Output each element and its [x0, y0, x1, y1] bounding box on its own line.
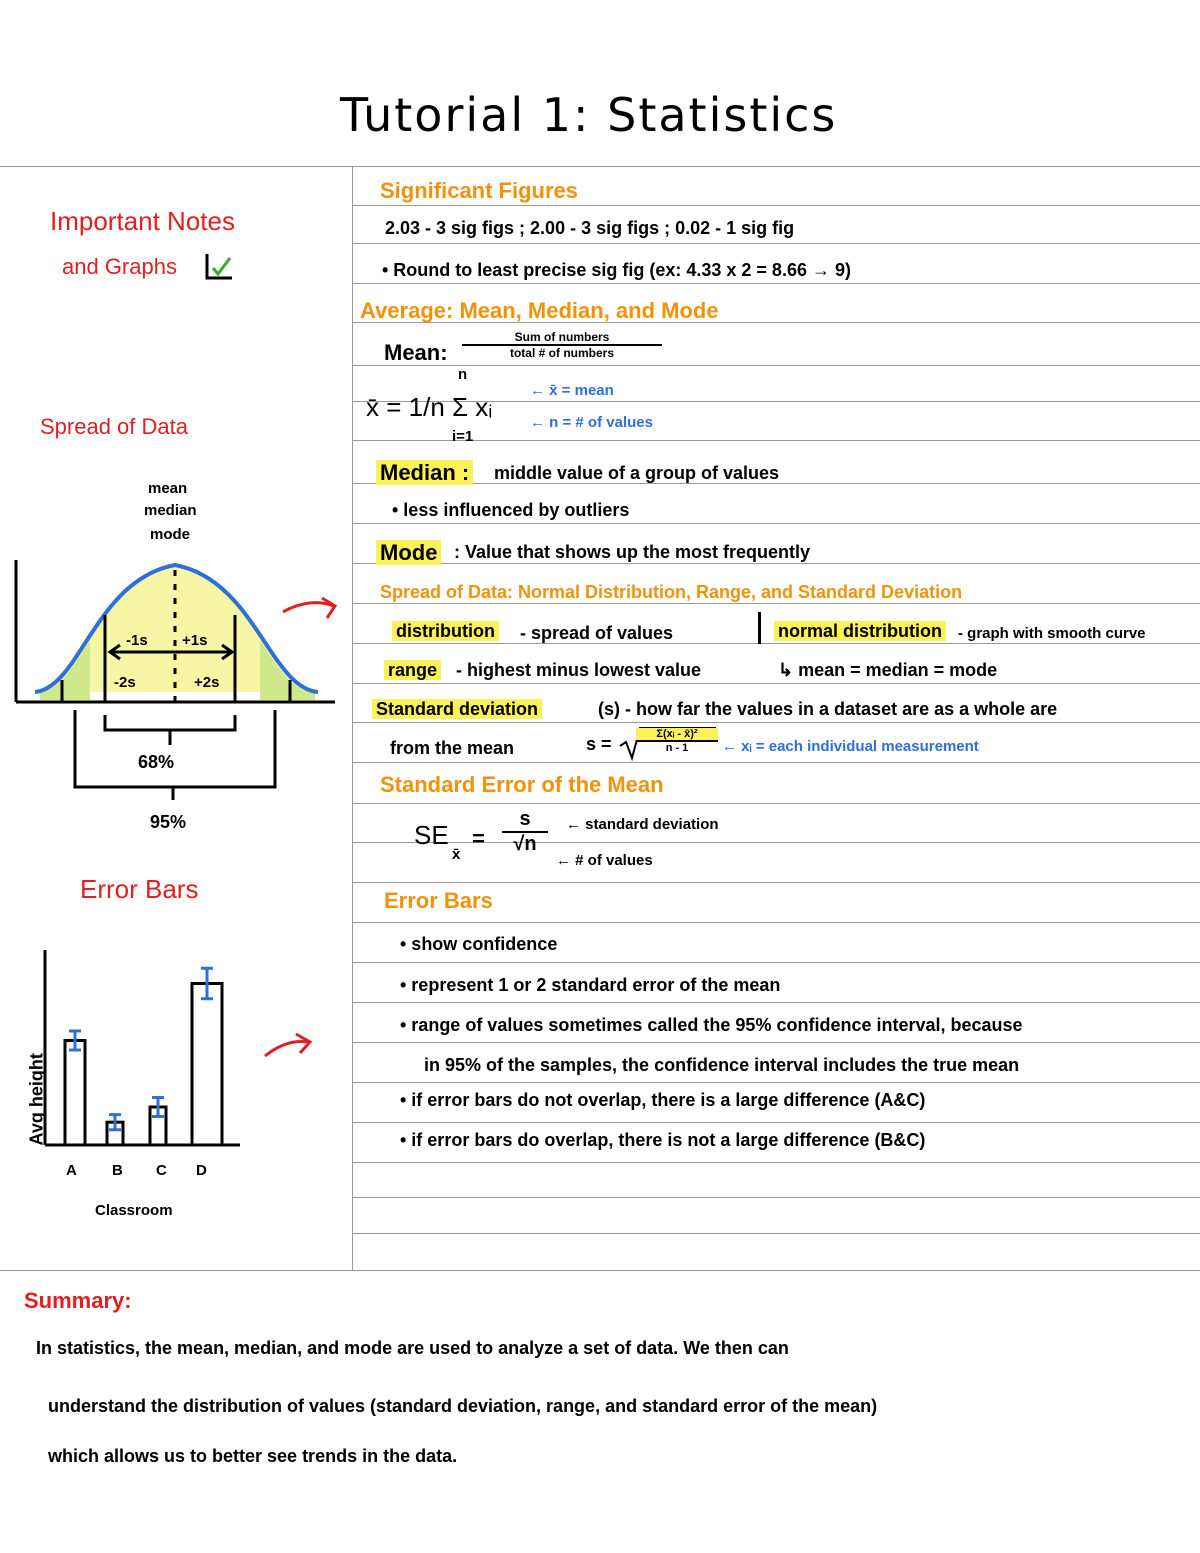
ruled-line [352, 803, 1200, 804]
sem-fraction [502, 808, 548, 856]
ruled-line [352, 922, 1200, 923]
sig-fig-line-2: • Round to least precise sig fig (ex: 4.33 x 2 = 8.66 → 9) [382, 260, 851, 280]
ruled-line [352, 1042, 1200, 1043]
sem-heading: Standard Error of the Mean [380, 772, 664, 797]
curve-label-mode: mode [150, 526, 191, 543]
sd-formula-s: s = [586, 734, 612, 754]
sd-label-plus1: +1s [182, 632, 208, 649]
ruled-line [352, 962, 1200, 963]
x-tick-d: D [196, 1162, 207, 1179]
range-text: - highest minus lowest value [456, 660, 702, 680]
mean-numerator: Sum of numbers [514, 330, 610, 344]
mode-label [376, 540, 441, 566]
ruled-line [352, 1233, 1200, 1234]
sem-equals: = [472, 826, 485, 851]
ruled-line [352, 762, 1200, 763]
ruled-line [352, 365, 1200, 366]
checkmark-icon [204, 252, 234, 282]
pct-95-label: 95% [150, 812, 187, 832]
mean-denominator: total # of numbers [462, 344, 662, 360]
error-bars-heading: Error Bars [80, 874, 199, 904]
eb-bullet-3: • range of values sometimes called the 95% confidence interval, because [400, 1015, 1023, 1035]
sd-label [372, 699, 542, 720]
sd-label-minus2: -2s [114, 674, 136, 691]
eb-bullet-3-cont: in 95% of the samples, the confidence interval includes the true mean [424, 1055, 1020, 1075]
summary-line-1: In statistics, the mean, median, and mode are used to analyze a set of data. We then can [36, 1338, 789, 1358]
sum-upper: n [458, 366, 468, 383]
average-heading: Average: Mean, Median, and Mode [360, 298, 719, 323]
x-axis-label: Classroom [95, 1202, 173, 1219]
ruled-line [352, 283, 1200, 284]
ruled-line [352, 440, 1200, 441]
range-label [384, 660, 441, 681]
sd-note: ← xᵢ = each individual measurement [722, 738, 979, 755]
sem-denominator: √n [502, 831, 548, 856]
summary-line-3: which allows us to better see trends in the data. [48, 1446, 458, 1466]
x-tick-b: B [112, 1162, 123, 1179]
error-bars-section-heading: Error Bars [384, 888, 493, 913]
bracket-68 [105, 715, 235, 730]
ruled-line [352, 205, 1200, 206]
bar-d [192, 984, 222, 1146]
header-rule [0, 166, 1200, 167]
arrowhead [322, 598, 335, 618]
summary-heading: Summary: [24, 1288, 132, 1313]
sd-label-plus2: +2s [194, 674, 220, 691]
ruled-line [352, 882, 1200, 883]
note-xbar: ← x̄ = mean [530, 382, 614, 399]
eb-bullet-2: • represent 1 or 2 standard error of the mean [400, 975, 781, 995]
normal-label [774, 621, 946, 642]
median-highlight: Median : [376, 460, 473, 485]
note-n: ← n = # of values [530, 414, 653, 431]
mean-label: Mean: [384, 340, 448, 365]
eb-bullet-1: • show confidence [400, 934, 558, 954]
x-tick-a: A [66, 1162, 77, 1179]
sem-subscript: x̄ [452, 846, 461, 863]
ruled-line [352, 1002, 1200, 1003]
sem-note-1: ← standard deviation [566, 816, 719, 833]
curve-label-median: median [144, 502, 197, 519]
ruled-line [352, 1162, 1200, 1163]
arrowhead [296, 1034, 310, 1053]
sem-se: SE [414, 820, 449, 850]
eb-bullet-5: • if error bars do overlap, there is not a large difference (B&C) [400, 1130, 926, 1150]
sd-text: (s) - how far the values in a dataset are as a whole are [598, 699, 1058, 719]
distribution-text: - spread of values [520, 623, 674, 643]
normal-highlight: normal distribution [774, 621, 946, 641]
ruled-line [352, 243, 1200, 244]
sig-fig-line-1: 2.03 - 3 sig figs ; 2.00 - 3 sig figs ; 0.02 - 1 sig fig [385, 218, 795, 238]
bell-curve-diagram [0, 540, 345, 830]
median-label [376, 460, 473, 486]
mean-formula: x̄ = 1/n Σ xᵢ [366, 392, 493, 422]
important-notes-heading: Important Notes [50, 206, 235, 236]
sd-fraction [636, 728, 718, 754]
margin-rule [352, 166, 353, 1270]
error-bar-chart [0, 940, 345, 1240]
ruled-line [352, 1122, 1200, 1123]
sd-numerator: Σ(xᵢ - x̄)² [636, 728, 718, 740]
ruled-line [352, 683, 1200, 684]
divider [758, 612, 761, 644]
ruled-line [352, 603, 1200, 604]
sum-lower: i=1 [452, 428, 474, 445]
distribution-label [392, 621, 499, 642]
red-arrow-icon [265, 1042, 308, 1056]
ruled-line [352, 523, 1200, 524]
normal-text: - graph with smooth curve [958, 625, 1146, 642]
pct-68-label: 68% [138, 752, 175, 772]
mean-median-mode: ↳ mean = median = mode [778, 660, 998, 680]
ruled-line [352, 643, 1200, 644]
range-highlight: range [384, 660, 441, 680]
sd-highlight: Standard deviation [372, 699, 542, 719]
mode-text: : Value that shows up the most frequently [454, 542, 811, 562]
curve-label-mean: mean [148, 480, 188, 497]
sd-denominator: n - 1 [636, 740, 718, 754]
mode-highlight: Mode [376, 540, 441, 565]
ruled-line [352, 1197, 1200, 1198]
distribution-highlight: distribution [392, 621, 499, 641]
median-text: middle value of a group of values [494, 463, 780, 483]
sd-text-2: from the mean [390, 738, 515, 758]
summary-rule [0, 1270, 1200, 1271]
sem-note-2: ← # of values [556, 852, 653, 869]
x-tick-c: C [156, 1162, 167, 1179]
eb-bullet-4: • if error bars do not overlap, there is a large difference (A&C) [400, 1090, 926, 1110]
page-title: Tutorial 1: Statistics [340, 88, 838, 142]
sem-numerator: s [519, 808, 531, 830]
spread-of-data-heading: Spread of Data [40, 414, 188, 439]
sig-fig-heading: Significant Figures [380, 178, 579, 203]
ruled-line [352, 722, 1200, 723]
summary-line-2: understand the distribution of values (standard deviation, range, and standard error of the mean) [48, 1396, 878, 1416]
ruled-line [352, 1082, 1200, 1083]
ruled-line [352, 563, 1200, 564]
mean-fraction [462, 330, 662, 360]
sd-label-minus1: -1s [126, 632, 148, 649]
red-arrow-icon [283, 603, 333, 612]
and-graphs-heading: and Graphs [62, 254, 177, 279]
y-axis-label: Avg height [26, 1053, 47, 1146]
spread-heading: Spread of Data: Normal Distribution, Range, and Standard Deviation [380, 582, 963, 602]
median-bullet: • less influenced by outliers [392, 500, 630, 520]
bar-a [65, 1041, 85, 1146]
